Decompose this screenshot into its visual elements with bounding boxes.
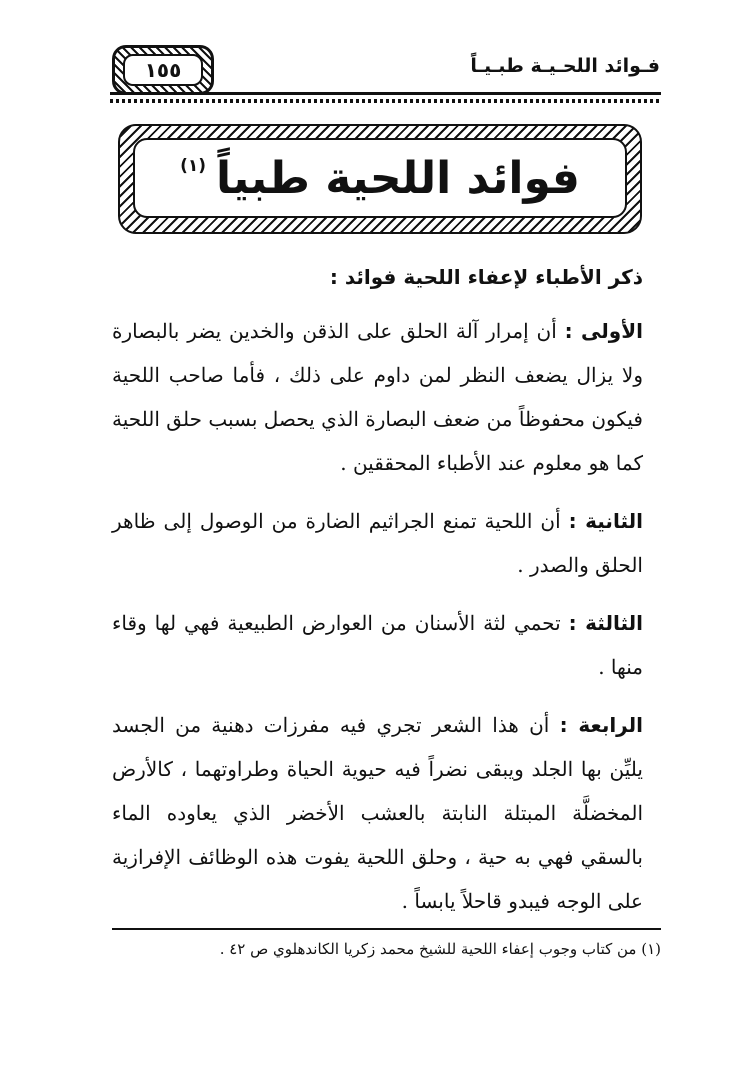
paragraph-lead: الثانية : xyxy=(568,509,643,533)
paragraph-lead: الرابعة : xyxy=(559,713,643,737)
body-text xyxy=(112,255,643,937)
paragraph-third xyxy=(112,601,643,689)
running-title: فـوائد اللحـيـة طبـيـاً xyxy=(470,55,660,77)
paragraph-second xyxy=(112,499,643,587)
title-box xyxy=(133,138,627,218)
paragraph-text: أن اللحية تمنع الجراثيم الضارة من الوصول إلى ظاهر الحلق والصدر . xyxy=(112,509,643,577)
title-footnote-marker: (١) xyxy=(180,156,207,176)
footnote-rule xyxy=(112,928,661,930)
paragraph-first xyxy=(112,309,643,485)
chapter-title: فوائد اللحية طبياً xyxy=(216,152,580,204)
paragraph-lead: الثالثة : xyxy=(568,611,643,635)
paragraph-text: أن إمرار آلة الحلق على الذقن والخدين يضر بالبصارة ولا يزال يضعف النظر لمن داوم على ذلك ، فأما صاحب اللحية فيكون محفوظاً من ضعف البصارة الذي يحصل بسبب حلق اللحية كما هو معلوم عند الأطباء المحققين . xyxy=(112,319,643,475)
paragraph-fourth xyxy=(112,703,643,923)
page-number-badge xyxy=(112,45,214,95)
paragraph-text: تحمي لثة الأسنان من العوارض الطبيعية فهي لها وقاء منها . xyxy=(112,611,643,679)
footnote: (١) من كتاب وجوب إعفاء اللحية للشيخ محمد زكريا الكاندهلوي ص ٤٢ . xyxy=(219,940,661,958)
intro-line: ذكر الأطباء لإعفاء اللحية فوائد : xyxy=(329,265,643,289)
paragraph-lead: الأولى : xyxy=(564,319,643,343)
header-rule xyxy=(110,92,661,107)
title-frame xyxy=(118,124,642,234)
paragraph-text: أن هذا الشعر تجري فيه مفرزات دهنية من الجسد يليِّن بها الجلد ويبقى نضراً فيه حيوية الحياة وطراوتهما ، كالأرض المخضلَّة المبتلة النابتة بالعشب الأخضر الذي يعاوده الماء بالسقي فهي به حية ، وحلق اللحية يفوت هذه الوظائف الإفرازية على الوجه فيبدو قاحلاً يابساً . xyxy=(112,713,643,913)
page-number: ١٥٥ xyxy=(123,54,203,86)
